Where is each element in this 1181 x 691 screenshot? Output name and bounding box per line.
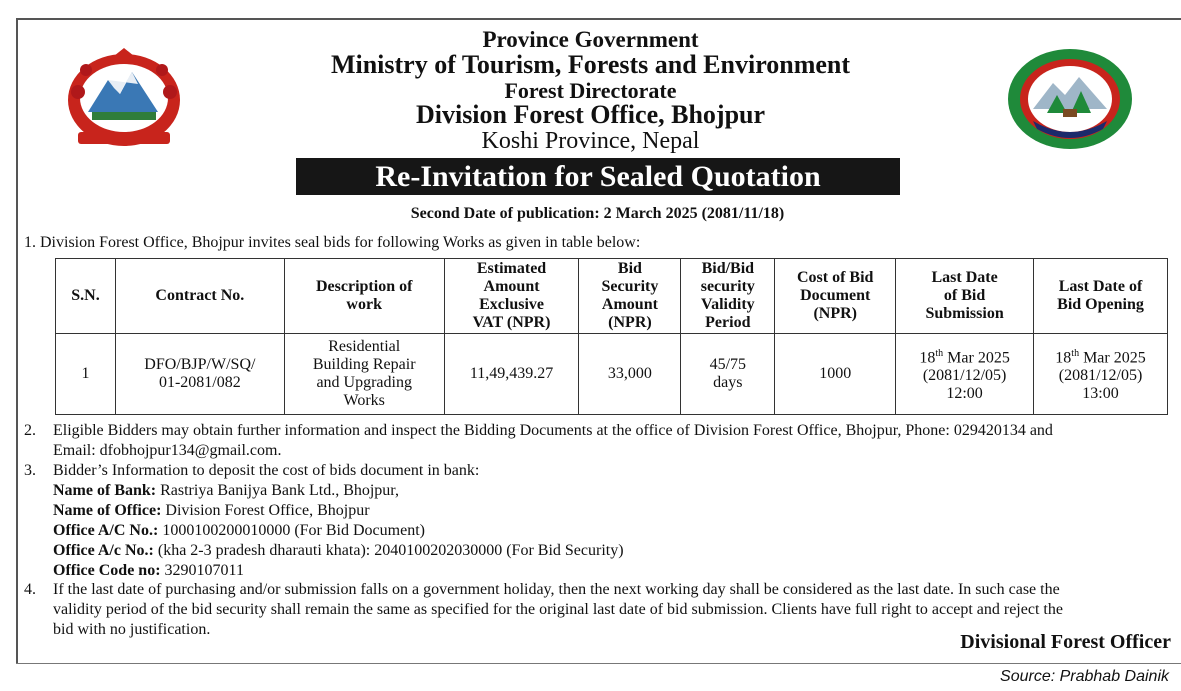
works-table [55,258,1168,415]
cell-description: Residential Building Repair and Upgrading Works [284,334,444,415]
header-office: Division Forest Office, Bhojpur [415,100,766,129]
publication-date: Second Date of publication: 2 March 2025 (2081/11/18) [410,205,785,222]
paragraph-2 [24,421,1053,461]
table-row [56,334,1168,415]
header-validity: Bid/Bid security Validity Period [681,259,775,334]
paragraph-3-number: 3. [24,462,36,479]
header-contract-no: Contract No. [115,259,284,334]
header-ministry: Ministry of Tourism, Forests and Environment [330,50,851,79]
office-account-2-line: Office A/c No.: (kha 2-3 pradesh dharauti khata): 2040100202030000 (For Bid Security) [53,542,624,559]
header-bid-security: Bid Security Amount (NPR) [579,259,681,334]
header-directorate: Forest Directorate [504,78,677,103]
paragraph-3-intro: Bidder’s Information to deposit the cost of bids document in bank: [53,462,480,479]
office-account-1-line: Office A/C No.: 1000100200010000 (For Bid Document) [53,522,425,539]
paragraph-2-line-2: Email: dfobhojpur134@gmail.com. [53,442,282,459]
paragraph-1-text: Division Forest Office, Bhojpur invites seal bids for following Works as given in table below: [40,234,641,251]
office-name-line: Name of Office: Division Forest Office, Bhojpur [53,502,370,519]
paragraph-2-line-1: Eligible Bidders may obtain further information and inspect the Bidding Documents at the office of Division Forest Office, Bhojpur, Phone: 029420134 and [53,422,1053,439]
cell-security: 33,000 [579,334,681,415]
header-submission: Last Date of Bid Submission [896,259,1034,334]
source-credit: Source: Prabhab Dainik [1000,668,1169,685]
cell-cost: 1000 [775,334,896,415]
cell-contract-no: DFO/BJP/W/SQ/ 01-2081/082 [115,334,284,415]
header-cost: Cost of Bid Document (NPR) [775,259,896,334]
header-sn: S.N. [56,259,116,334]
signature-title: Divisional Forest Officer [960,631,1171,653]
cell-opening: 18th Mar 2025 (2081/12/05) 13:00 [1034,334,1168,415]
office-code-line: Office Code no: 3290107011 [53,562,244,579]
paragraph-1 [24,233,640,253]
paragraph-4-line-2: validity period of the bid security shall remain the same as specified for the original last date of bid submission. Clients have full right to accept and reject the [53,601,1063,618]
cell-sn: 1 [56,334,116,415]
bottom-divider [16,663,1181,664]
bank-name-line: Name of Bank: Rastriya Banijya Bank Ltd., Bhojpur, [53,482,399,499]
paragraph-4-number: 4. [24,581,36,598]
cell-amount: 11,49,439.27 [444,334,579,415]
paragraph-4-line-3: bid with no justification. [53,621,211,638]
paragraph-4 [24,580,1063,640]
header-province-government: Province Government [482,27,699,52]
header-location: Koshi Province, Nepal [481,128,700,154]
header-description: Description of work [284,259,444,334]
cell-validity: 45/75 days [681,334,775,415]
header-opening: Last Date of Bid Opening [1034,259,1168,334]
notice-title-banner: Re-Invitation for Sealed Quotation [296,158,900,195]
table-header-row [56,259,1168,334]
cell-submission: 18th Mar 2025 (2081/12/05) 12:00 [896,334,1034,415]
paragraph-3 [24,461,624,581]
paragraph-2-number: 2. [24,422,36,439]
header-estimated-amount: Estimated Amount Exclusive VAT (NPR) [444,259,579,334]
paragraph-1-number: 1. [24,234,36,251]
paragraph-4-line-1: If the last date of purchasing and/or submission falls on a government holiday, then the next working day shall be considered as the last date. In such case the [53,581,1060,598]
